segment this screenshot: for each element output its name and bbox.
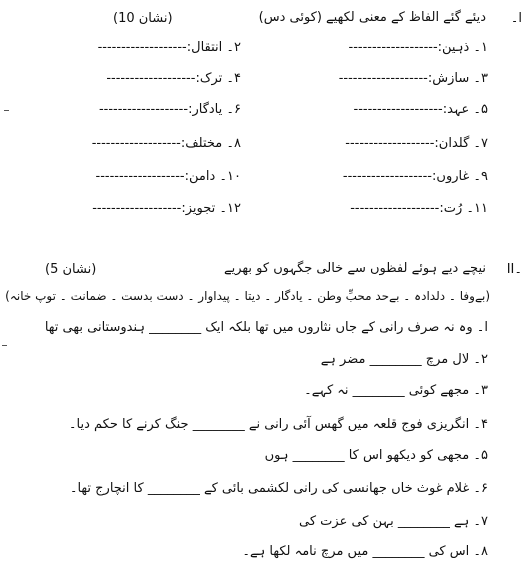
s1-item-3: ۳۔ سازش:------------------- xyxy=(338,71,488,86)
section2-number: II۔ xyxy=(506,262,522,277)
s2-item-2: ۲۔ لال مرچ ________ مضر ہے xyxy=(320,352,488,367)
s1-item-1: ۱۔ ذہین:------------------- xyxy=(348,40,488,55)
s1-item-2: ۲۔ انتقال:------------------- xyxy=(97,40,241,55)
s2-item-5: ۵۔ مجھی کو دیکھو اس کا ________ ہوں xyxy=(264,448,488,463)
s1-item-8: ۸۔ مختلف:------------------- xyxy=(91,136,241,151)
s2-item-4: ۴۔ انگریزی فوج قلعہ میں گھس آئی رانی نے ________ جنگ کرنے کا حکم دیا۔ xyxy=(68,417,488,432)
s1-item-11: ۱۱۔ رُت:------------------- xyxy=(350,201,488,216)
section2-choices: (بےوفا ۔ دلدادہ ۔ بےحد محبِّ وطن ۔ یادگار ۔ دیتا ۔ پیداوار ۔ دست بدست ۔ ضمانت ۔ توپ خانہ) xyxy=(5,289,490,303)
s1-item-9: ۹۔ غاروں:------------------- xyxy=(342,169,488,184)
section2-heading: نیچے دیے ہوئے لفظوں سے خالی جگہوں کو بھریے xyxy=(224,261,486,276)
s2-item-1: ا۔ وہ نہ صرف رانی کے جاں نثاروں میں تھا بلکہ ایک ________ ہندوستانی بھی تھا xyxy=(44,320,488,335)
s2-item-8: ۸۔ اس کی ________ میں مرچ نامہ لکھا ہے۔ xyxy=(242,544,488,559)
s1-item-4: ۴۔ ترک:------------------- xyxy=(106,71,241,86)
s2-item-6: ۶۔ غلام غوث خاں جھانسی کی رانی لکشمی بائی کے ________ کا انچارج تھا۔ xyxy=(69,481,488,496)
s1-item-6: ۶۔ یادگار:------------------- xyxy=(98,102,241,117)
margin-mark xyxy=(4,110,9,111)
section1-marks: (10 نشان) xyxy=(113,11,173,26)
section1-number: ا۔ xyxy=(510,11,522,26)
section2-marks: (5 نشان) xyxy=(45,262,97,277)
s1-item-12: ۱۲۔ تجویز:------------------- xyxy=(92,201,241,216)
s1-item-7: ۷۔ گلدان:------------------- xyxy=(345,136,488,151)
section1-heading: دیئے گئے الفاظ کے معنی لکھیے (کوئی دس) xyxy=(258,10,486,25)
margin-mark xyxy=(2,345,7,346)
s1-item-10: ۱۰۔ دامن:------------------- xyxy=(95,169,241,184)
s2-item-7: ۷۔ ہے ________ بہن کی عزت کی xyxy=(299,514,488,529)
s1-item-5: ۵۔ عہد:------------------- xyxy=(353,102,488,117)
s2-item-3: ۳۔ مجھے کوئی ________ نہ کہے۔ xyxy=(304,383,488,398)
